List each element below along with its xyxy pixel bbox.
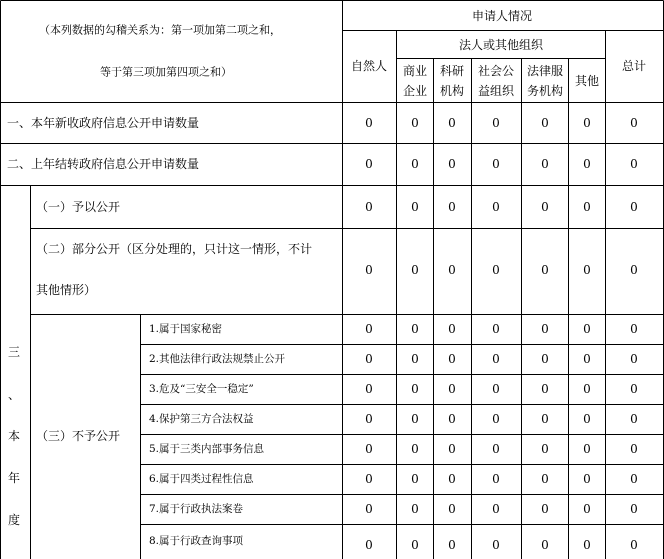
row-label-partial-line2: 其他情形）	[36, 283, 97, 297]
value-cell-research: 0	[448, 502, 456, 516]
value-cell-research: 0	[448, 116, 456, 130]
org-col-business-line1: 商业	[402, 64, 428, 78]
value-cell-legal-service: 0	[541, 472, 549, 486]
value-cell-public-welfare: 0	[492, 352, 500, 366]
org-col-public-welfare-line2: 益组织	[477, 84, 515, 98]
value-cell-legal-service: 0	[541, 200, 549, 214]
value-cell-natural-person: 0	[365, 472, 373, 486]
value-cell-total: 0	[630, 472, 638, 486]
org-col-research-line2: 机构	[439, 84, 465, 98]
value-cell-research: 0	[448, 352, 456, 366]
header-note-line1: （本列数据的勾稽关系为：第一项加第二项之和，	[39, 23, 281, 37]
value-cell-public-welfare: 0	[492, 157, 500, 171]
value-cell-legal-service: 0	[541, 538, 549, 552]
value-cell-total: 0	[630, 200, 638, 214]
applicant-situation-heading: 申请人情况	[471, 9, 533, 23]
value-cell-total: 0	[630, 538, 638, 552]
value-cell-other: 0	[583, 116, 591, 130]
value-cell-business: 0	[411, 263, 419, 277]
row-label-disclosed: （一）予以公开	[36, 200, 121, 214]
value-cell-legal-service: 0	[541, 116, 549, 130]
value-cell-natural-person: 0	[365, 263, 373, 277]
value-cell-public-welfare: 0	[492, 502, 500, 516]
section-char-5: 度	[7, 513, 21, 527]
row-label-three-safety: 3.危及“三安全一稳定”	[149, 382, 254, 395]
row-label-partial-line1: （二）部分公开（区分处理的，只计这一情形，不计	[36, 242, 313, 256]
value-cell-legal-service: 0	[541, 157, 549, 171]
value-cell-research: 0	[448, 322, 456, 336]
group-label-not-disclosed: （三）不予公开	[36, 429, 121, 443]
value-cell-natural-person: 0	[365, 322, 373, 336]
value-cell-natural-person: 0	[365, 157, 373, 171]
value-cell-business: 0	[411, 157, 419, 171]
section-char-3: 本	[7, 429, 21, 443]
value-cell-legal-service: 0	[541, 263, 549, 277]
row-label-enforcement-files: 7.属于行政执法案卷	[149, 502, 244, 515]
row-label-new-requests: 一、本年新收政府信息公开申请数量	[7, 116, 200, 130]
value-cell-business: 0	[411, 412, 419, 426]
org-col-legal-service-line1: 法律服	[526, 64, 564, 78]
org-col-legal-service-line2: 务机构	[526, 84, 564, 98]
value-cell-business: 0	[411, 382, 419, 396]
org-col-business-line2: 企业	[402, 84, 428, 98]
row-label-internal-affairs: 5.属于三类内部事务信息	[149, 442, 265, 455]
value-cell-research: 0	[448, 200, 456, 214]
value-cell-natural-person: 0	[365, 412, 373, 426]
row-label-carried-over: 二、上年结转政府信息公开申请数量	[7, 157, 200, 171]
value-cell-legal-service: 0	[541, 382, 549, 396]
section-char-4: 年	[7, 471, 21, 485]
value-cell-total: 0	[630, 412, 638, 426]
value-cell-research: 0	[448, 472, 456, 486]
value-cell-business: 0	[411, 538, 419, 552]
value-cell-other: 0	[583, 382, 591, 396]
value-cell-other: 0	[583, 472, 591, 486]
value-cell-legal-service: 0	[541, 352, 549, 366]
value-cell-public-welfare: 0	[492, 263, 500, 277]
row-label-third-party: 4.保护第三方合法权益	[149, 412, 254, 425]
value-cell-public-welfare: 0	[492, 472, 500, 486]
value-cell-business: 0	[411, 322, 419, 336]
value-cell-public-welfare: 0	[492, 412, 500, 426]
value-cell-research: 0	[448, 538, 456, 552]
value-cell-total: 0	[630, 502, 638, 516]
legal-org-heading: 法人或其他组织	[458, 38, 544, 52]
value-cell-other: 0	[583, 442, 591, 456]
value-cell-public-welfare: 0	[492, 382, 500, 396]
org-col-other: 其他	[574, 74, 600, 88]
value-cell-natural-person: 0	[365, 116, 373, 130]
value-cell-business: 0	[411, 116, 419, 130]
value-cell-other: 0	[583, 322, 591, 336]
value-cell-research: 0	[448, 263, 456, 277]
value-cell-total: 0	[630, 263, 638, 277]
value-cell-business: 0	[411, 472, 419, 486]
value-cell-business: 0	[411, 502, 419, 516]
header-note-line2: 等于第三项加第四项之和）	[100, 65, 232, 79]
value-cell-total: 0	[630, 116, 638, 130]
value-cell-public-welfare: 0	[492, 538, 500, 552]
value-cell-research: 0	[448, 157, 456, 171]
value-cell-business: 0	[411, 442, 419, 456]
value-cell-other: 0	[583, 200, 591, 214]
value-cell-legal-service: 0	[541, 442, 549, 456]
value-cell-total: 0	[630, 157, 638, 171]
value-cell-natural-person: 0	[365, 442, 373, 456]
value-cell-other: 0	[583, 502, 591, 516]
value-cell-natural-person: 0	[365, 538, 373, 552]
row-label-law-prohibited: 2.其他法律行政法规禁止公开	[149, 352, 286, 365]
value-cell-other: 0	[583, 352, 591, 366]
value-cell-natural-person: 0	[365, 502, 373, 516]
value-cell-other: 0	[583, 157, 591, 171]
natural-person-heading: 自然人	[350, 59, 388, 73]
value-cell-natural-person: 0	[365, 382, 373, 396]
value-cell-other: 0	[583, 412, 591, 426]
value-cell-research: 0	[448, 412, 456, 426]
org-col-public-welfare-line1: 社会公	[477, 64, 515, 78]
value-cell-other: 0	[583, 263, 591, 277]
section-char-2: 、	[7, 388, 21, 402]
value-cell-legal-service: 0	[541, 502, 549, 516]
row-label-query-items: 8.属于行政查询事项	[149, 534, 244, 547]
org-col-research-line1: 科研	[439, 64, 465, 78]
value-cell-natural-person: 0	[365, 352, 373, 366]
value-cell-public-welfare: 0	[492, 322, 500, 336]
value-cell-other: 0	[583, 538, 591, 552]
value-cell-legal-service: 0	[541, 322, 549, 336]
value-cell-total: 0	[630, 442, 638, 456]
total-heading: 总计	[621, 59, 647, 73]
value-cell-research: 0	[448, 382, 456, 396]
section-char-1: 三	[7, 345, 21, 359]
row-label-process-info: 6.属于四类过程性信息	[149, 472, 254, 485]
value-cell-total: 0	[630, 352, 638, 366]
value-cell-total: 0	[630, 382, 638, 396]
value-cell-research: 0	[448, 442, 456, 456]
value-cell-legal-service: 0	[541, 412, 549, 426]
value-cell-business: 0	[411, 352, 419, 366]
value-cell-natural-person: 0	[365, 200, 373, 214]
value-cell-public-welfare: 0	[492, 442, 500, 456]
value-cell-business: 0	[411, 200, 419, 214]
row-label-state-secret: 1.属于国家秘密	[149, 322, 223, 335]
value-cell-public-welfare: 0	[492, 200, 500, 214]
value-cell-public-welfare: 0	[492, 116, 500, 130]
value-cell-total: 0	[630, 322, 638, 336]
